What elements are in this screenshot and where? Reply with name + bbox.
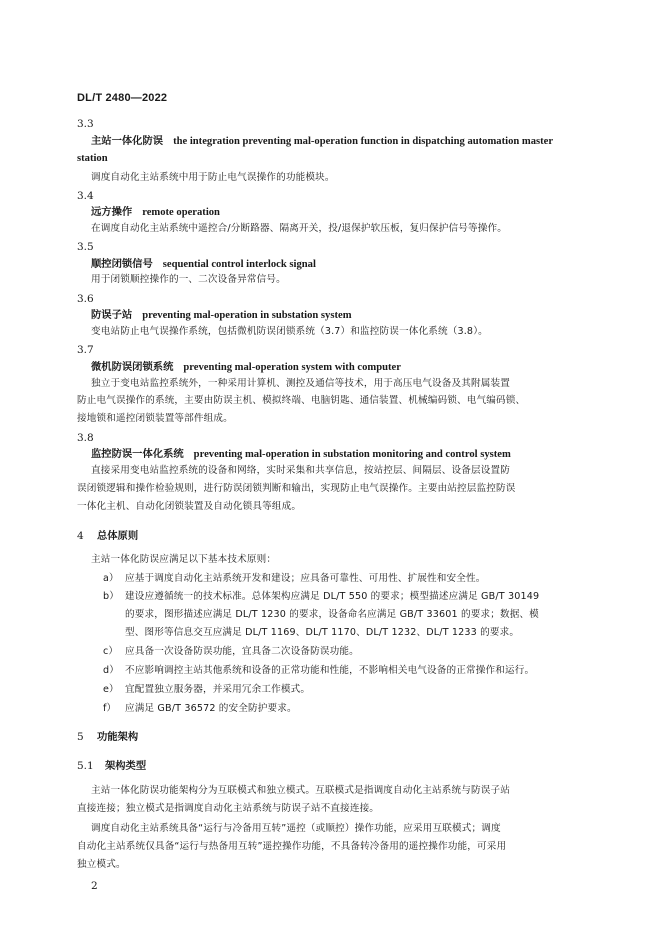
term-title-en-continued: station [77,153,108,164]
list-item-text: 建设应遵循统一的技术标准。总体架构应满足 DL/T 550 的要求；模型描述应满足 GB/T 30149 [125,591,540,602]
list-item [103,683,310,697]
term-heading [91,257,316,272]
term-definition-line: 独立于变电站监控系统外，一种采用计算机、测控及通信等技术，用于高压电气设备及其附属装置 [91,378,510,389]
list-marker: a） [103,573,119,584]
term-title-en: remote operation [142,207,220,218]
list-marker: c） [103,646,119,657]
term-definition-line: 接地锁和遥控闭锁装置等部件组成。 [77,413,233,424]
term-number: 3.6 [77,293,94,305]
term-title-zh: 防误子站 [91,309,133,321]
list-item-continuation: 型、图形等信息交互应满足 DL/T 1169、DL/T 1170、DL/T 1232、DL/T 1233 的要求。 [125,627,520,638]
list-item [103,590,539,604]
list-item-text: 应基于调度自动化主站系统开发和建设；应具备可靠性、可用性、扩展性和安全性。 [125,573,486,584]
paragraph-line: 独立模式。 [77,859,126,870]
section-number: 4 [77,530,84,542]
term-heading [91,205,220,220]
term-title-en: the integration preventing mal-operation function in dispatching automation master [173,136,554,147]
section-title: 总体原则 [96,530,139,542]
list-item-text: 应满足 GB/T 36572 的安全防护要求。 [125,703,297,714]
paragraph-line: 主站一体化防误功能架构分为互联模式和独立模式。互联模式是指调度自动化主站系统与防误子站 [91,785,510,796]
term-heading [91,447,511,462]
paragraph-line: 自动化主站系统仅具备“运行与热备用互转”遥控操作功能，不具备转冷备用的遥控操作功能，可采用 [77,841,507,852]
term-definition: 变电站防止电气误操作系统，包括微机防误闭锁系统（3.7）和监控防误一体化系统（3.8）。 [91,326,488,337]
list-item-text: 宜配置独立服务器，并采用冗余工作模式。 [125,684,311,695]
paragraph-line: 直接连接；独立模式是指调度自动化主站系统与防误子站不直接连接。 [77,803,380,814]
term-title-en: preventing mal-operation in substation system [142,310,352,321]
term-title-zh: 远方操作 [91,206,133,218]
term-definition: 在调度自动化主站系统中遥控合/分断路器、隔离开关，投/退保护软压板，复归保护信号等操作。 [91,223,508,234]
list-item [103,572,486,586]
term-title-en: preventing mal-operation system with computer [183,362,401,373]
term-number: 3.4 [77,190,94,202]
list-item-text: 不应影响调控主站其他系统和设备的正常功能和性能，不影响相关电气设备的正常操作和运行。 [125,665,535,676]
term-heading [91,360,401,375]
list-marker: e） [103,684,119,695]
term-number: 3.7 [77,344,94,356]
term-heading [91,134,553,149]
paragraph-line: 调度自动化主站系统具备“运行与冷备用互转”遥控（或顺控）操作功能，应采用互联模式；调度 [91,823,501,834]
term-definition-line: 直接采用变电站监控系统的设备和网络，实时采集和共享信息，按站控层、间隔层、设备层设置防 [91,465,510,476]
term-title-zh: 微机防误闭锁系统 [91,361,174,373]
term-definition-line: 误闭锁逻辑和操作检验规则，进行防误闭锁判断和输出，实现防止电气误操作。主要由站控层监控防误 [77,483,516,494]
subsection-number: 5.1 [77,760,94,772]
term-number: 3.8 [77,432,94,444]
term-title-zh: 主站一体化防误 [91,135,164,147]
subsection-title: 架构类型 [104,760,147,772]
list-item-continuation: 的要求，图形描述应满足 DL/T 1230 的要求，设备命名应满足 GB/T 33601 的要求；数据、模 [125,609,539,620]
section-heading [77,730,138,745]
term-heading [91,308,352,323]
section-intro: 主站一体化防误应满足以下基本技术原则： [91,554,277,565]
list-marker: d） [103,665,119,676]
term-number: 3.3 [77,118,94,130]
term-title-en: preventing mal-operation in substation monitoring and control system [193,449,511,460]
page-number: 2 [91,880,98,892]
term-title-zh: 监控防误一体化系统 [91,448,184,460]
list-item [103,645,359,659]
list-marker: b） [103,591,119,602]
term-definition: 用于闭锁顺控操作的一、二次设备异常信号。 [91,274,286,285]
section-heading [77,529,138,544]
term-definition-line: 一体化主机、自动化闭锁装置及自动化锁具等组成。 [77,501,302,512]
term-title-en: sequential control interlock signal [162,259,316,270]
list-item-text: 应具备一次设备防误功能，宜具备二次设备防误功能。 [125,646,359,657]
subsection-heading [77,759,146,774]
term-number: 3.5 [77,241,94,253]
section-title: 功能架构 [96,731,139,743]
term-title-zh: 顺控闭锁信号 [91,258,153,270]
list-item [103,664,534,678]
list-marker: f） [103,703,117,714]
section-number: 5 [77,731,84,743]
document-code: DL/T 2480—2022 [77,92,168,104]
term-definition: 调度自动化主站系统中用于防止电气误操作的功能模块。 [91,172,335,183]
list-item [103,702,297,716]
term-definition-line: 防止电气误操作的系统，主要由防误主机、模拟终端、电脑钥匙、通信装置、机械编码锁、电气编码锁、 [77,395,526,406]
